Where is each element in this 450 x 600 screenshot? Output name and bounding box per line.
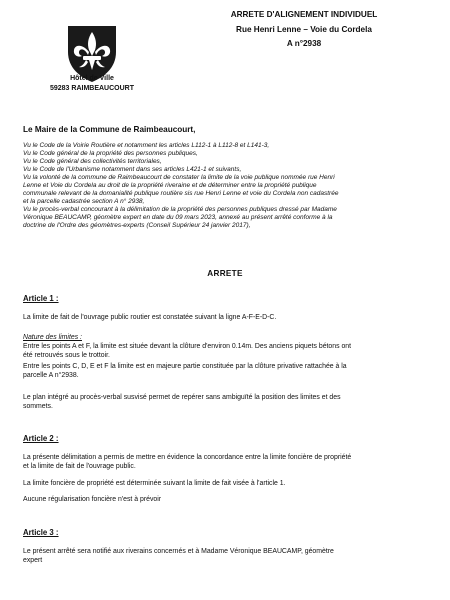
article-1-paragraph: La limite de fait de l'ouvrage public routier est constatée suivant la ligne A-F-E-D-C. — [23, 314, 277, 321]
legal-basis-line: et la parcelle cadastrée section A n° 2938, — [23, 198, 145, 205]
article-1-title: Article 1 : — [23, 294, 59, 303]
article-2-paragraph: La limite foncière de propriété est déterminée suivant la limite de fait visée à l'article 1. — [23, 480, 286, 487]
article-1-paragraph: été retrouvés sous le trottoir. — [23, 352, 110, 359]
legal-basis-line: Véronique BEAUCAMP, géomètre expert en date du 09 mars 2023, annexé au présent arrêté conforme à la — [23, 214, 333, 221]
document-title-block — [206, 8, 402, 52]
legal-basis-line: Lenne et Voie du Cordela au droit de la propriété riveraine et de déterminer entre la propriété publique — [23, 182, 317, 189]
article-2-paragraph: et la limite de fait de l'ouvrage public. — [23, 463, 136, 470]
article-1-paragraph: sommets. — [23, 403, 53, 410]
addressee-line: Le Maire de la Commune de Raimbeaucourt, — [23, 125, 196, 134]
legal-basis-line: communale relevant de la domanialité publique routière sis rue Henri Lenne et voie du Cordela non cadastrée — [23, 190, 339, 197]
article-1-paragraph: parcelle A n°2938. — [23, 372, 79, 379]
street-name: Rue Henri Lenne – Voie du Cordela — [236, 24, 372, 34]
article-2-title: Article 2 : — [23, 434, 59, 443]
town-hall-postcode: 59283 RAIMBEAUCOURT — [49, 85, 135, 92]
legal-basis-line: Vu le procès-verbal concourant à la délimitation de la propriété des personnes publiques dressé par Madame — [23, 206, 337, 213]
town-hall-name: Hôtel de Ville — [70, 75, 114, 82]
legal-basis-line: doctrine de l'Ordre des géomètres-experts (Conseil Supérieur 24 janvier 2017), — [23, 222, 251, 229]
article-1-paragraph: Le plan intégré au procès-verbal susvisé permet de repérer sans ambiguïté la position des limites et des — [23, 394, 341, 401]
document-title: ARRETE D'ALIGNEMENT INDIVIDUEL — [230, 10, 378, 19]
article-3-title: Article 3 : — [23, 528, 59, 537]
article-2-paragraph: La présente délimitation a permis de mettre en évidence la concordance entre la limite foncière de propriété — [23, 454, 352, 461]
legal-basis-list — [23, 142, 443, 230]
article-2-paragraph: Aucune régularisation foncière n'est à prévoir — [23, 496, 162, 503]
nature-label: Nature des limites : — [23, 334, 82, 341]
legal-basis-line: Vu le Code général de la propriété des personnes publiques, — [23, 150, 198, 157]
arrete-number: A n°2938 — [286, 39, 322, 48]
town-hall-block — [40, 74, 144, 94]
legal-basis-line: Vu le Code de la Voirie Routière et notamment les articles L112-1 à L112-8 et L141-3, — [23, 142, 270, 149]
article-1-paragraph: Entre les points C, D, E et F la limite est en majeure partie constituée par la clôture privative rattachée à la — [23, 363, 347, 370]
arrete-heading: ARRETE — [207, 269, 243, 278]
article-1-paragraph: Entre les points A et F, la limite est située devant la clôture d'environ 0.14m. Des anciens piquets bétons ont — [23, 343, 352, 350]
legal-basis-line: Vu la volonté de la commune de Raimbeaucourt de constater la limite de la voie publique nommée rue Henri — [23, 174, 335, 181]
legal-basis-line: Vu le Code de l'Urbanisme notamment dans ses articles L421-1 et suivants, — [23, 166, 242, 173]
article-3-paragraph: expert — [23, 557, 43, 564]
legal-basis-line: Vu le Code général des collectivités territoriales, — [23, 158, 162, 165]
article-3-paragraph: Le présent arrêté sera notifié aux riverains concernés et à Madame Véronique BEAUCAMP, géomètre — [23, 548, 334, 555]
